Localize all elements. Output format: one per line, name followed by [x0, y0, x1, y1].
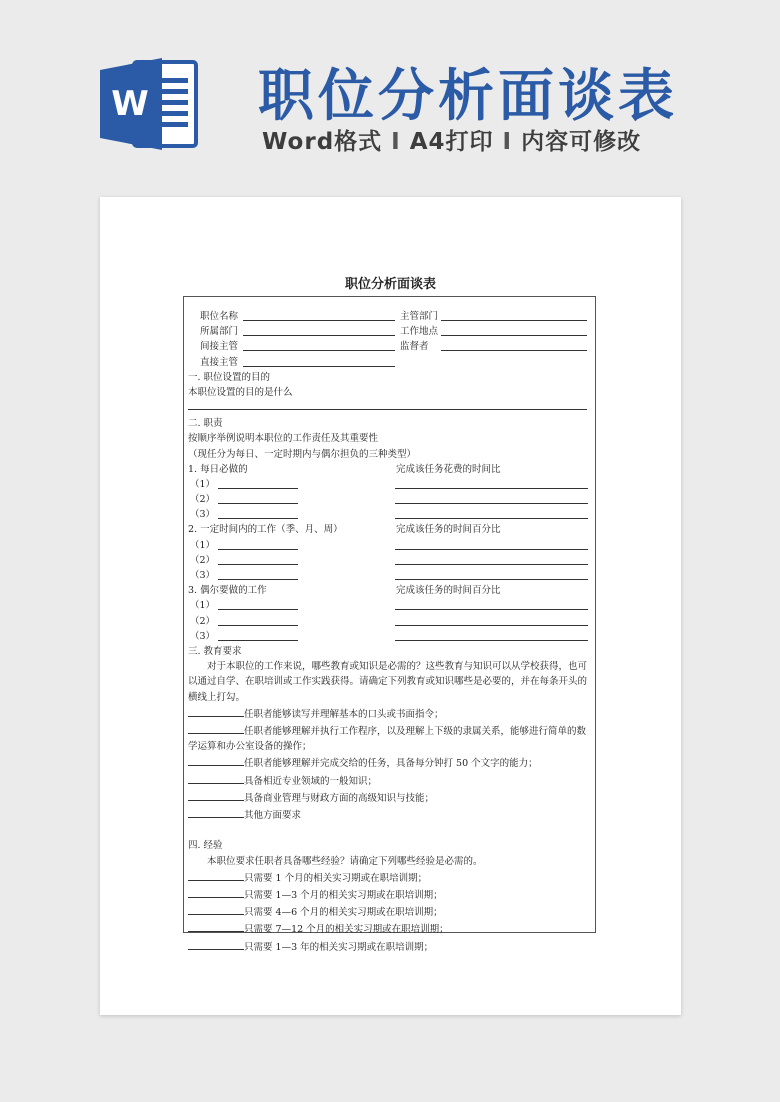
banner-subtitle — [262, 123, 641, 156]
duty-group-periodic: 2. 一定时间内的工作（季、月、周） — [188, 524, 343, 536]
direct-supervisor-line[interactable] — [243, 355, 395, 367]
check-line[interactable] — [188, 789, 244, 801]
time-percent-line[interactable] — [395, 553, 588, 565]
education-option — [188, 772, 587, 789]
dept-line[interactable] — [243, 324, 395, 336]
time-ratio-line[interactable] — [395, 477, 588, 489]
section-heading: 四. 经验 — [188, 840, 223, 852]
duty-group-label — [188, 583, 587, 598]
form-frame — [183, 296, 596, 953]
field-label-job-name: 职位名称 — [200, 311, 239, 322]
field-label-indirect-supervisor: 间接主管 — [200, 341, 239, 353]
duty-item-row — [188, 553, 587, 568]
duty-item-row — [188, 507, 587, 522]
duty-line[interactable] — [218, 507, 298, 519]
education-option — [188, 705, 587, 722]
duty-group-label — [188, 462, 587, 477]
option-text: 具备商业管理与财政方面的高级知识与技能； — [244, 792, 435, 804]
option-text: 任职者能够理解并执行工作程序，以及理解上下级的隶属关系，能够进行简单的数学运算和办公室设备的操作； — [188, 725, 587, 753]
field-row — [188, 339, 587, 354]
option-text: 只需要 7—12 个月的相关实习期或在职培训期； — [244, 924, 449, 936]
experience-option — [188, 903, 587, 920]
word-icon — [100, 58, 200, 150]
option-text: 只需要 1—3 个月的相关实习期或在职培训期； — [244, 889, 443, 901]
check-line[interactable] — [188, 886, 244, 898]
duty-line[interactable] — [218, 553, 298, 565]
banner — [0, 0, 780, 190]
duty-line[interactable] — [218, 568, 298, 580]
item-number: （1） — [190, 600, 216, 612]
field-label-work-location: 工作地点 — [400, 326, 439, 338]
duty-item-row — [188, 538, 587, 553]
separator: I — [502, 129, 513, 155]
option-text: 任职者能够读写并理解基本的口头或书面指令； — [244, 708, 444, 720]
option-text: 具备相近专业领域的一般知识； — [244, 775, 378, 787]
check-line[interactable] — [188, 920, 244, 932]
education-option — [188, 722, 587, 754]
subtitle-format: Word格式 — [262, 129, 383, 155]
experience-option — [188, 886, 587, 903]
duties-intro: 按顺序举例说明本职位的工作责任及其重要性 — [188, 433, 379, 445]
field-label-direct-supervisor: 直接主管 — [200, 356, 239, 368]
document-title: 职位分析面谈表 — [344, 277, 436, 292]
item-number: （2） — [190, 494, 216, 506]
duty-item-row — [188, 492, 587, 507]
education-option — [188, 806, 587, 823]
time-ratio-line[interactable] — [395, 507, 588, 519]
section-heading: 二. 职责 — [188, 418, 223, 430]
subtitle-editable: 内容可修改 — [521, 129, 642, 155]
overseer-line[interactable] — [441, 339, 587, 351]
purpose-answer-line[interactable] — [188, 400, 587, 410]
time-percent-label: 完成该任务的时间百分比 — [396, 585, 501, 597]
time-percent-line[interactable] — [395, 538, 588, 550]
check-line[interactable] — [188, 705, 244, 717]
section-heading: 三. 教育要求 — [188, 645, 242, 657]
education-option — [188, 754, 587, 771]
duty-line[interactable] — [218, 598, 298, 610]
spacer — [188, 823, 587, 838]
education-paragraph: 对于本职位的工作来说，哪些教育或知识是必需的？这些教育与知识可以从学校获得，也可以通过自学、在职培训或工作实践获得。请确定下列教育或知识哪些是必要的，并在每条开头的横线上打勾。 — [188, 661, 588, 703]
check-line[interactable] — [188, 903, 244, 915]
option-text: 只需要 1—3 年的相关实习期或在职培训期； — [244, 941, 434, 953]
time-percent-line[interactable] — [395, 598, 588, 610]
duty-line[interactable] — [218, 614, 298, 626]
duty-group-daily: 1. 每日必做的 — [188, 463, 248, 475]
option-text: 只需要 1 个月的相关实习期或在职培训期； — [244, 872, 428, 884]
duty-item-row — [188, 614, 587, 629]
subtitle-print: A4打印 — [409, 129, 494, 155]
duties-intro-note: （现任分为每日、一定时期内与偶尔担负的三种类型） — [188, 448, 417, 460]
field-row — [188, 355, 587, 370]
job-name-line[interactable] — [243, 309, 395, 321]
check-line[interactable] — [188, 722, 244, 734]
field-label-dept: 所属部门 — [200, 326, 239, 338]
banner-title: 职位分析面谈表 — [258, 64, 678, 129]
item-number: （2） — [190, 615, 216, 627]
field-row — [188, 324, 587, 339]
duty-line[interactable] — [218, 492, 298, 504]
item-number: （1） — [190, 539, 216, 551]
document-page — [100, 197, 681, 1015]
item-number: （1） — [190, 478, 216, 490]
time-ratio-label: 完成该任务花费的时间比 — [396, 463, 501, 475]
check-line[interactable] — [188, 869, 244, 881]
time-percent-line[interactable] — [395, 568, 588, 580]
duty-item-row — [188, 629, 587, 644]
experience-paragraph: 本职位要求任职者具备哪些经验？请确定下列哪些经验是必需的。 — [207, 855, 483, 867]
separator: I — [391, 129, 401, 155]
item-number: （2） — [190, 554, 216, 566]
item-number: （3） — [190, 630, 216, 642]
word-icon-letter: W — [111, 84, 149, 124]
option-text: 任职者能够理解并完成交给的任务，具备每分钟打 50 个文字的能力； — [244, 758, 538, 770]
section-heading: 一. 职位设置的目的 — [188, 371, 271, 383]
indirect-supervisor-line[interactable] — [243, 339, 395, 351]
check-line[interactable] — [188, 772, 244, 784]
duty-line[interactable] — [218, 629, 298, 641]
work-location-line[interactable] — [441, 324, 587, 336]
duty-line[interactable] — [218, 538, 298, 550]
duty-line[interactable] — [218, 477, 298, 489]
field-label-supervisor-dept: 主管部门 — [400, 311, 439, 322]
field-row — [188, 309, 587, 324]
experience-option — [188, 920, 587, 937]
duty-item-row — [188, 568, 587, 583]
check-line[interactable] — [188, 806, 244, 818]
item-number: （3） — [190, 509, 216, 521]
duty-item-row — [188, 598, 587, 613]
time-percent-line[interactable] — [395, 629, 588, 641]
time-percent-line[interactable] — [395, 614, 588, 626]
check-line[interactable] — [188, 754, 244, 766]
supervisor-dept-line[interactable] — [441, 309, 587, 321]
field-label-overseer: 监督者 — [400, 341, 429, 353]
education-option — [188, 789, 587, 806]
time-ratio-line[interactable] — [395, 492, 588, 504]
experience-option — [188, 869, 587, 886]
form-content — [188, 309, 587, 955]
duty-group-label — [188, 522, 587, 537]
purpose-question: 本职位设置的目的是什么 — [188, 386, 293, 398]
check-line[interactable] — [188, 938, 244, 950]
option-text: 只需要 4—6 个月的相关实习期或在职培训期； — [244, 907, 443, 919]
duty-item-row — [188, 477, 587, 492]
experience-option — [188, 938, 587, 955]
time-percent-label: 完成该任务的时间百分比 — [396, 524, 501, 536]
duty-group-occasional: 3. 偶尔要做的工作 — [188, 585, 267, 597]
item-number: （3） — [190, 570, 216, 581]
option-text: 其他方面要求 — [244, 809, 302, 821]
